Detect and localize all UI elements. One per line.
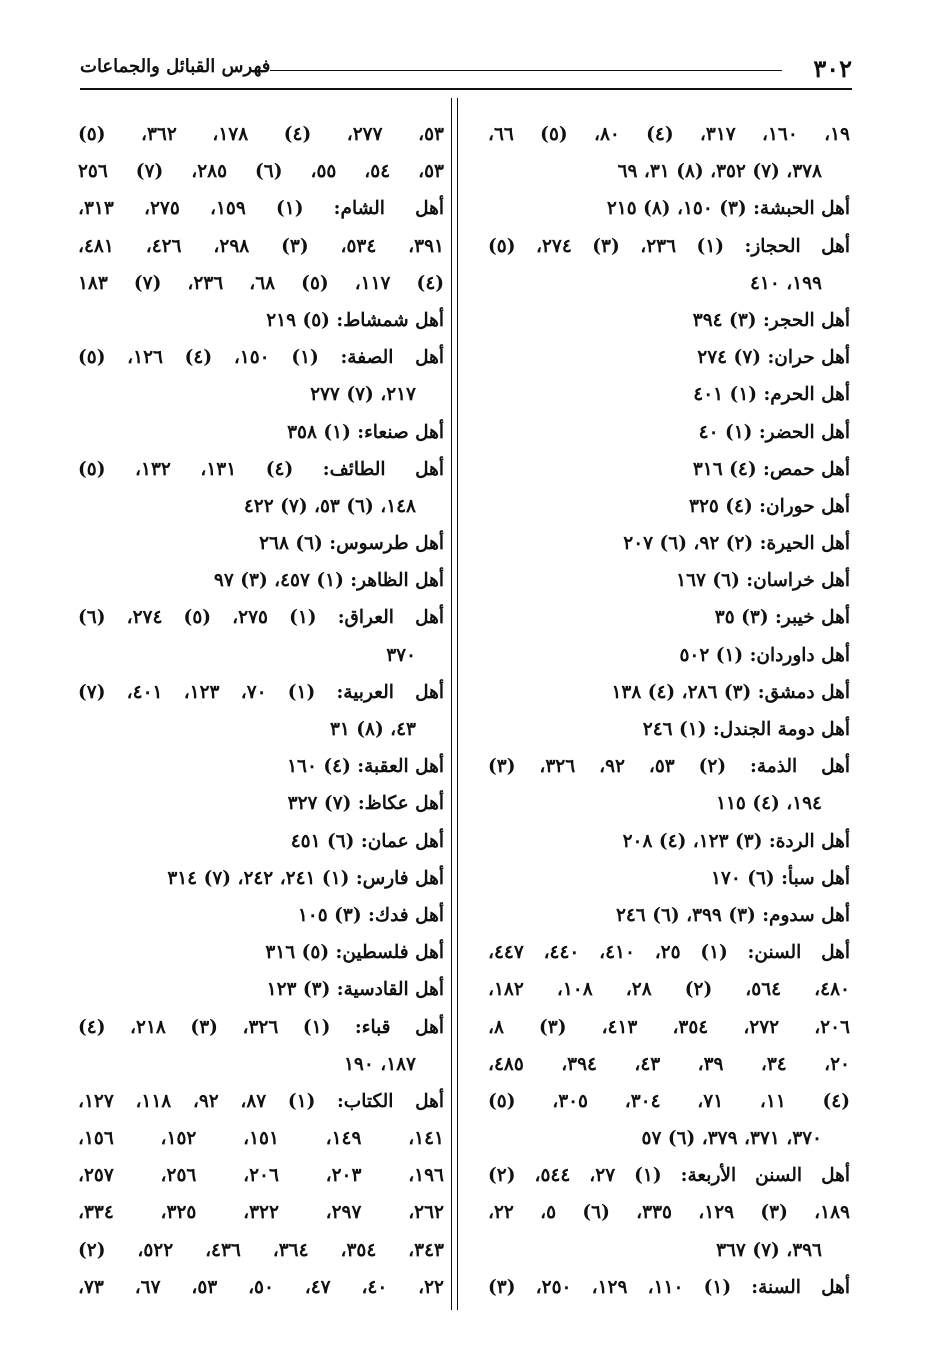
index-entry: أهل قباء: (١) ٣٢٦، (٣) ٢١٨، (٤) — [78, 1016, 444, 1038]
index-entry-continuation: ٣٧٨، (٧) ٣٥٢، (٨) ٣١، ٦٩ — [617, 161, 822, 183]
running-title: فهرس القبائل والجماعات — [80, 56, 271, 77]
index-entry-continuation: ٤٣، (٨) ٣١ — [329, 719, 416, 740]
index-entry: أهل عمان: (٦) ٤٥١ — [290, 830, 444, 852]
index-entry: أهل السنة: (١) ١١٠، ١٢٩، ٢٥٠، (٣) — [488, 1276, 850, 1298]
index-entry: أهل الحجاز: (١) ٢٣٦، (٣) ٢٧٤، (٥) — [488, 235, 850, 257]
page-number: ٣٠٢ — [813, 54, 852, 83]
index-entry: أهل صنعاء: (١) ٣٥٨ — [287, 421, 444, 443]
index-column-left — [78, 116, 444, 1306]
index-entry: أهل الكتاب: (١) ٨٧، ٩٢، ١١٨، ١٢٧، — [78, 1090, 444, 1112]
index-entry: أهل الذمة: (٢) ٥٣، ٩٢، ٣٢٦، (٣) — [488, 756, 850, 778]
index-entry: ١٩، ١٦٠، ٣١٧، (٤) ٨٠، (٥) ٦٦، — [488, 124, 850, 145]
index-entry: أهل فدك: (٣) ١٠٥ — [297, 904, 444, 926]
index-entry: أهل الصفة: (١) ١٥٠، (٤) ١٢٦، (٥) — [78, 347, 444, 369]
index-entry-continuation: ١٨٧، ١٩٠ — [343, 1053, 416, 1075]
index-entry: أهل الشام: (١) ١٥٩، ٢٧٥، ٣١٣، — [78, 198, 444, 220]
index-entry: ١٩٦، ٢٠٣، ٢٠٦، ٢٥٦، ٢٥٧، — [78, 1165, 444, 1187]
index-entry: أهل العراق: (١) ٢٧٥، (٥) ٢٧٤، (٦) — [78, 607, 444, 629]
index-entry: أهل الظاهر: (١) ٤٥٧، (٣) ٩٧ — [213, 570, 444, 592]
index-entry: أهل السنن الأربعة: (١) ٢٧، ٥٤٤، (٢) — [488, 1165, 850, 1187]
index-column-right — [488, 116, 850, 1306]
index-entry: ٥٣، ٢٧٧، (٤) ١٧٨، ٣٦٢، (٥) — [78, 124, 444, 145]
column-divider — [451, 98, 458, 1310]
index-entry: ٢٦٢، ٢٩٧، ٣٢٢، ٣٢٥، ٣٣٤، — [78, 1202, 444, 1224]
index-entry: ٣٤٣، ٣٥٤، ٣٦٤، ٤٣٦، ٥٢٢، (٢) — [78, 1239, 444, 1261]
index-entry: ١٤١، ١٤٩، ١٥١، ١٥٢، ١٥٦، — [78, 1128, 444, 1150]
index-entry: ٢٠، ٣٤، ٣٩، ٤٣، ٣٩٤، ٤٨٥، — [488, 1053, 850, 1075]
index-entry-continuation: ٢١٧، (٧) ٢٧٧ — [310, 384, 416, 406]
index-entry: أهل الطائف: (٤) ١٣١، ١٣٢، (٥) — [78, 458, 444, 480]
index-entry: أهل العقبة: (٤) ١٦٠ — [287, 756, 444, 778]
page-header — [80, 52, 852, 90]
index-entry: أهل الحجر: (٣) ٣٩٤ — [692, 309, 850, 331]
index-entry: أهل سبأ: (٦) ١٧٠ — [710, 867, 850, 889]
index-entry-continuation: ٣٧٠، ٣٧١، ٣٧٩، (٦) ٥٧ — [641, 1128, 822, 1150]
index-entry: ٣٩١، ٥٣٤، (٣) ٢٩٨، ٤٢٦، ٤٨١، — [78, 235, 444, 257]
index-entry: أهل داوردان: (١) ٥٠٢ — [679, 644, 850, 666]
index-entry: أهل حران: (٧) ٢٧٤ — [697, 347, 850, 369]
index-entry: أهل الردة: (٣) ١٢٣، (٤) ٢٠٨ — [622, 830, 850, 852]
index-entry: أهل طرسوس: (٦) ٢٦٨ — [259, 533, 444, 555]
index-entry: (٤) ١١٧، (٥) ٦٨، ٢٣٦، (٧) ١٨٣ — [78, 272, 444, 294]
index-entry: أهل خيبر: (٣) ٣٥ — [714, 607, 850, 629]
index-entry: أهل شمشاط: (٥) ٢١٩ — [266, 309, 444, 331]
header-rule — [270, 70, 782, 71]
index-entry: (٤) ١١، ٧١، ٣٠٤، ٣٠٥، (٥) — [488, 1090, 850, 1112]
index-entry-continuation: ١٤٨، (٦) ٥٣، (٧) ٤٢٢ — [243, 495, 416, 517]
index-entry: أهل دمشق: (٣) ٢٨٦، (٤) ١٣٨ — [611, 681, 850, 703]
index-entry-continuation: ١٩٩، ٤١٠ — [749, 272, 822, 294]
index-entry: ٢٠٦، ٢٧٢، ٣٥٤، ٤١٣، (٣) ٨، — [488, 1016, 850, 1038]
index-entry: أهل الحضر: (١) ٤٠ — [698, 421, 850, 443]
index-entry: أهل عكاظ: (٧) ٣٢٧ — [287, 793, 444, 815]
index-entry: أهل السنن: (١) ٢٥، ٤١٠، ٤٤٠، ٤٤٧، — [488, 942, 850, 964]
index-entry: أهل الحرم: (١) ٤٠١ — [693, 384, 850, 406]
index-entry: أهل دومة الجندل: (١) ٢٤٦ — [642, 719, 850, 740]
index-entry: أهل فلسطين: (٥) ٣١٦ — [265, 942, 444, 964]
index-entry: أهل حمص: (٤) ٣١٦ — [692, 458, 850, 480]
index-entry-continuation: ٣٩٦، (٧) ٣٦٧ — [716, 1239, 822, 1261]
index-entry: ٥٣، ٥٤، ٥٥، (٦) ٢٨٥، (٧) ٢٥٦ — [78, 161, 444, 183]
index-entry: أهل الحبشة: (٣) ١٥٠، (٨) ٢١٥ — [606, 198, 850, 220]
index-entry-continuation: ١٩٤، (٤) ١١٥ — [716, 793, 822, 815]
index-entry-continuation: ٣٧٠ — [386, 644, 416, 666]
index-entry: أهل سدوم: (٣) ٣٩٩، (٦) ٢٤٦ — [615, 904, 850, 926]
index-entry: ٤٨٠، ٥٦٤، (٢) ٢٨، ١٠٨، ١٨٢، — [488, 979, 850, 1001]
index-entry: ٢٢، ٤٠، ٤٧، ٥٠، ٥٣، ٦٧، ٧٣، — [78, 1276, 444, 1298]
index-entry: أهل القادسية: (٣) ١٢٣ — [266, 979, 444, 1001]
index-entry: ١٨٩، (٣) ١٢٩، ٣٣٥، (٦) ٥، ٢٢، — [488, 1202, 850, 1224]
index-entry: أهل فارس: (١) ٢٤١، ٢٤٢، (٧) ٣١٤ — [167, 867, 444, 889]
index-entry: أهل الحيرة: (٢) ٩٢، (٦) ٢٠٧ — [623, 533, 850, 555]
index-entry: أهل العربية: (١) ٧٠، ١٢٣، ٤٠١، (٧) — [78, 681, 444, 703]
index-entry: أهل حوران: (٤) ٣٢٥ — [689, 495, 850, 517]
index-entry: أهل خراسان: (٦) ١٦٧ — [676, 570, 850, 592]
